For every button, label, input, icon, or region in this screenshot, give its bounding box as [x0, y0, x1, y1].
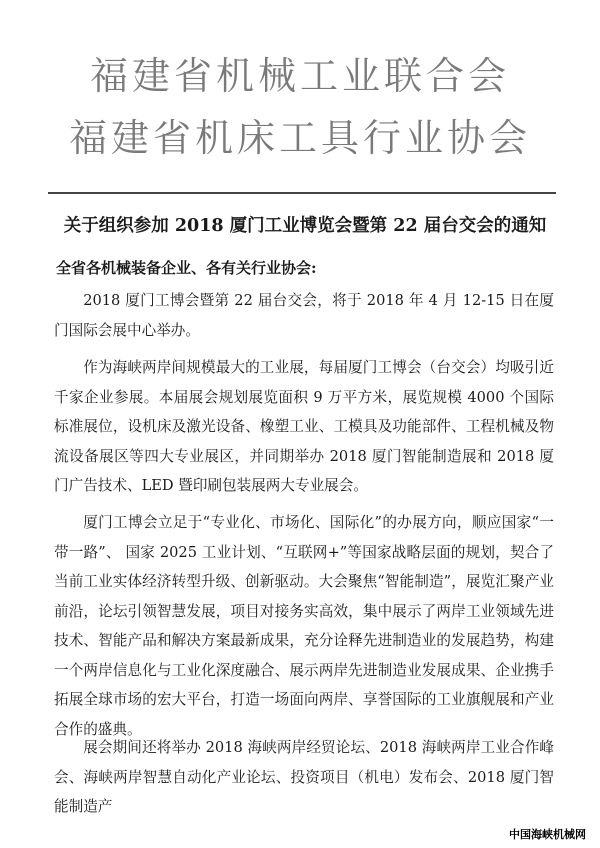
header-divider: [48, 192, 556, 194]
notice-salutation: 全省各机械装备企业、各有关行业协会:: [56, 259, 317, 277]
notice-title: 关于组织参加 2018 厦门工业博览会暨第 22 届台交会的通知: [63, 216, 547, 236]
organization-name-secondary: 福建省机床工具行业协会: [68, 116, 531, 160]
notice-paragraph-4: 展会期间还将举办 2018 海峡两岸经贸论坛、2018 海峡两岸工业合作峰会、海峡两岸智慧自动化产业论坛、投资项目（机电）发布会、2018 厦门智能制造产: [54, 739, 554, 815]
notice-paragraph-2: 作为海峡两岸间规模最大的工业展，每届厦门工博会（台交会）均吸引近千家企业参展。本届展会规划展览面积 9 万平方米，展览规模 4000 个国际标准展位，设机床及激光设备、橡塑工业、工模具及功能部件、工程机械及物流设备展区等四大专业展区，并同期举办 2018 厦门智能制造展和 2018 厦门广告技术、LED 暨印刷包装展两大专业展会。: [54, 359, 554, 494]
site-watermark: 中国海峡机械网: [509, 828, 586, 841]
notice-paragraph-3: 厦门工博会立足于“专业化、市场化、国际化”的办展方向，顺应国家“一带一路”、 国家 2025 工业计划、“互联网+”等国家战略层面的规划，契合了当前工业实体经济转型升级、创新驱动。大会聚焦“智能制造”，展览汇聚产业前沿，论坛引领智慧发展，项目对接务实高效，集中展示了两岸工业领域先进技术、智能产品和解决方案最新成果，充分诠释先进制造业的发展趋势，构建一个两岸信息化与工业化深度融合、展示两岸先进制造业发展成果、企业携手拓展全球市场的宏大平台，打造一场面向两岸、享誉国际的工业旗舰展和产业合作的盛典。: [54, 514, 554, 738]
organization-name-primary: 福建省机械工业联合会: [89, 54, 510, 98]
notice-paragraph-1: 2018 厦门工博会暨第 22 届台交会，将于 2018 年 4 月 12-15 日在厦门国际会展中心举办。: [54, 292, 554, 339]
